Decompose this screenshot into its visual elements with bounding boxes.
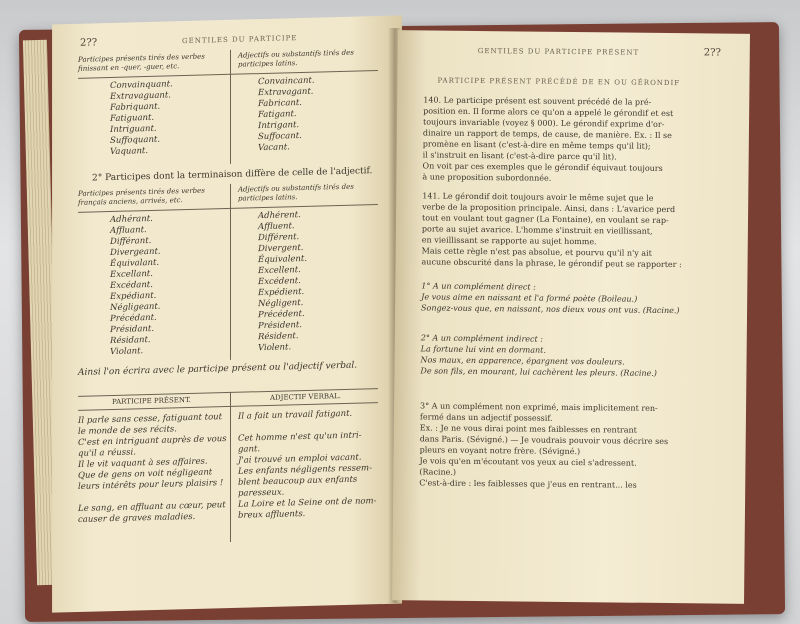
rule-direct-complement: 1° A un complément direct : Je vous aime en naissant et l'a formé poète (Boileau.) Songez-vous que, en naissant, nos dieux vous ont vus. (Racine.) bbox=[421, 281, 680, 316]
paragraph-140: 140. Le participe présent est souvent précédé de la pré- position en. Il forme alors ce qu'on a appelé le gérondif et est toujours invariable (voyez § 000). Le gérondif exprime d'or- dinaire un rapport de temps, de cause, de manière. Ex. : Il se promène en lisant (c'est-à-dire en même temps qu'il lit); il s'instruit en lisant (c'est-à-dire parce qu'il lit). On voit par ces exemples que le gérondif équivaut toujours à une proposition subordonnée. bbox=[422, 95, 674, 183]
left-page bbox=[52, 15, 402, 612]
table1-divider bbox=[230, 50, 231, 164]
right-page bbox=[392, 30, 750, 604]
section2-title: 2° Participes dont la terminaison diffère de celle de l'adjectif. bbox=[92, 166, 373, 184]
table1-col1: Convainquant. Extravaguant. Fabriquant. Fatiguant. Intriguant. Suffoquant. Vaquant. bbox=[110, 79, 173, 158]
table2-col1: Adhérant. Affluant. Différant. Divergeant. Équivalant. Excellant. Excédant. Expédiant. Négligeant. Précédant. Présidant. Résidant. Violant. bbox=[110, 213, 161, 358]
table1-col1-header: Participes présents tirés des verbes finissant en -quer, -guer, etc. bbox=[78, 52, 205, 73]
table1-col2-header: Adjectifs ou substantifs tirés des participes latins. bbox=[237, 48, 354, 69]
table3-col1-header: PARTICIPE PRÉSENT. bbox=[112, 395, 191, 407]
table2-col2: Adhérent. Affluent. Différent. Divergent. Équivalent. Excellent. Excédent. Expédient. Négligent. Précédent. Président. Résident. Violent. bbox=[257, 210, 308, 354]
table2-col2-header: Adjectifs ou substantifs tirés des participes latins. bbox=[237, 182, 354, 203]
table1-col2: Convaincant. Extravagant. Fabricant. Fatigant. Intrigant. Suffocant. Vacant. bbox=[257, 75, 315, 154]
paragraph-141: 141. Le gérondif doit toujours avoir le même sujet que le verbe de la proposition principale. Ainsi, dans : L'avarice perd tout en voulant tout gagner (La Fontaine), en voulant se rap- porte au sujet avarice. L'homme s'instruit en vieillissant, en vieillissant se rapporte au sujet homme. Mais cette règle n'est pas absolue, et pourvu qu'il n'y ait aucune obscurité dans la phrase, le gérondif peut se rapporter : bbox=[421, 191, 682, 270]
note-text: Ainsi l'on écrira avec le participe présent ou l'adjectif verbal. bbox=[78, 360, 358, 378]
left-page-number: 2?? bbox=[80, 37, 98, 49]
left-running-head: GENTILES DU PARTICIPE bbox=[182, 34, 298, 46]
table3-divider bbox=[230, 392, 231, 542]
rule-implicit-complement: 3° A un complément non exprimé, mais implicitement ren- fermé dans un adjectif possessif. Ex. : Je ne vous dirai point mes faiblesses en rentrant dans Paris. (Sévigné.) — Je voudrais pouvoir vous décrire ses pleurs en voyant notre frère. (Sévigné.) Je vois qu'en m'écoutant vos yeux au ciel s'adressent. (Racine.) C'est-à-dire : les faiblesses que j'eus en rentrant... les bbox=[419, 401, 669, 490]
table2-divider bbox=[230, 184, 231, 360]
table3-col2-header: ADJECTIF VERBAL. bbox=[269, 392, 341, 402]
right-subhead: PARTICIPE PRÉSENT PRÉCÉDÉ DE EN OU GÉRONDIF bbox=[437, 76, 681, 88]
rule-indirect-complement: 2° A un complément indirect : La fortune lui vint en dormant. Nos maux, en apparence, épargnent vos douleurs. De son fils, en mourant, lui cachèrent les pleurs. (Racine.) bbox=[420, 333, 658, 378]
table3-col2: Il a fait un travail fatigant. Cet homme n'est qu'un intri- gant. J'ai trouvé un emploi vacant. Les enfants négligents ressem- blent beaucoup aux enfants paresseux. La Loire et la Seine ont de nom- breux affluents. bbox=[237, 408, 377, 521]
right-running-head: GENTILES DU PARTICIPE PRÉSENT bbox=[477, 47, 640, 57]
right-page-number: 2?? bbox=[703, 47, 721, 59]
table2-col1-header: Participes présents tirés des verbes français anciens, arrivés, etc. bbox=[78, 186, 205, 207]
table3-col1: Il parle sans cesse, fatiguant tout le monde de ses récits. C'est en intriguant auprès de vous qu'il a réussi. Il le vit vaquant à ses affaires. Que de gens on voit négligeant leurs intérêts pour leurs plaisirs ! Le sang, en affluant au cœur, peut causer de graves maladies. bbox=[78, 412, 227, 525]
